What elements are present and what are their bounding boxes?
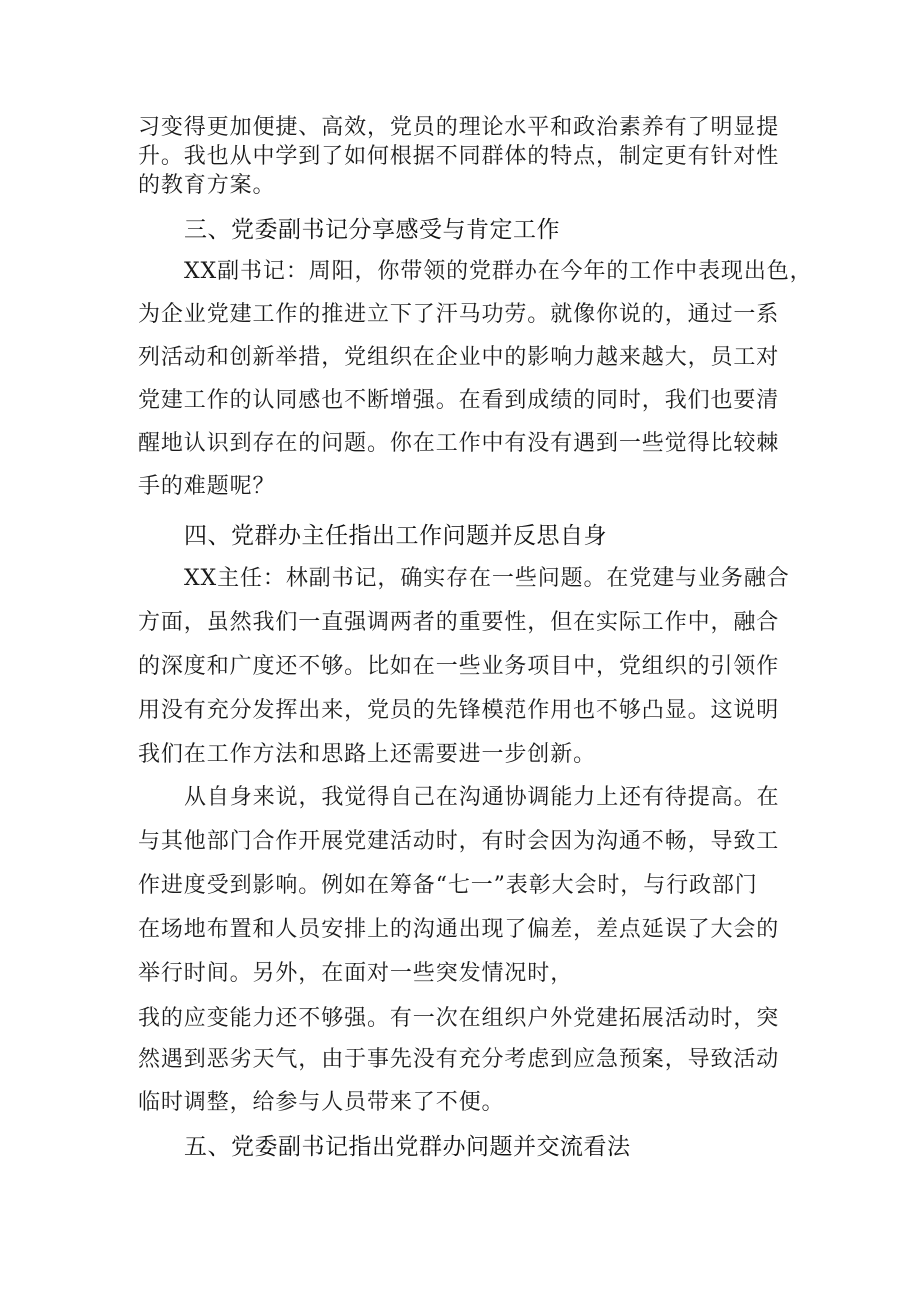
intro-line-1: 习变得更加便捷、高效，党员的理论水平和政治素养有了明显提 [138,115,780,140]
para3-line-2: 为企业党建工作的推进立下了汗马功劳。就像你说的，通过一系 [138,302,780,327]
intro-line-2: 升。我也从中学到了如何根据不同群体的特点，制定更有针对性 [138,144,780,169]
section-heading-4: 四、党群办主任指出工作问题并反思自身 [184,523,607,549]
para4-line-5: 我们在工作方法和思路上还需要进一步创新。 [138,742,597,767]
para5-line-3: 作进度受到影响。例如在筹备“七一”表彰大会时，与行政部门 [138,873,758,898]
para3-line-4: 党建工作的认同感也不断增强。在看到成绩的同时，我们也要清 [138,388,780,413]
para3-line-1: XX副书记：周阳，你带领的党群办在今年的工作中表现出色， [184,259,813,284]
section-heading-3: 三、党委副书记分享感受与肯定工作 [184,217,560,243]
para6-line-2: 然遇到恶劣天气，由于事先没有充分考虑到应急预案，导致活动 [138,1047,780,1072]
para6-line-3: 临时调整，给参与人员带来了不便。 [138,1090,505,1115]
section-heading-5: 五、党委副书记指出党群办问题并交流看法 [184,1134,631,1160]
para3-line-6: 手的难题呢？ [138,474,276,499]
para4-line-1: XX主任：林副书记，确实存在一些问题。在党建与业务融合 [184,566,790,591]
para5-line-5: 举行时间。另外，在面对一些突发情况时， [138,961,574,986]
para5-line-1: 从自身来说，我觉得自己在沟通协调能力上还有待提高。在 [184,785,780,810]
para4-line-3: 的深度和广度还不够。比如在一些业务项目中，党组织的引领作 [138,654,780,679]
para4-line-2: 方面，虽然我们一直强调两者的重要性，但在实际工作中，融合 [138,610,780,635]
para5-line-4: 在场地布置和人员安排上的沟通出现了偏差，差点延误了大会的 [138,917,780,942]
para6-line-1: 我的应变能力还不够强。有一次在组织户外党建拓展活动时，突 [138,1006,780,1031]
para5-line-2: 与其他部门合作开展党建活动时，有时会因为沟通不畅，导致工 [138,829,780,854]
para3-line-5: 醒地认识到存在的问题。你在工作中有没有遇到一些觉得比较棘 [138,431,780,456]
para3-line-3: 列活动和创新举措，党组织在企业中的影响力越来越大，员工对 [138,345,780,370]
intro-line-3: 的教育方案。 [138,173,276,198]
para4-line-4: 用没有充分发挥出来，党员的先锋模范作用也不够凸显。这说明 [138,698,780,723]
